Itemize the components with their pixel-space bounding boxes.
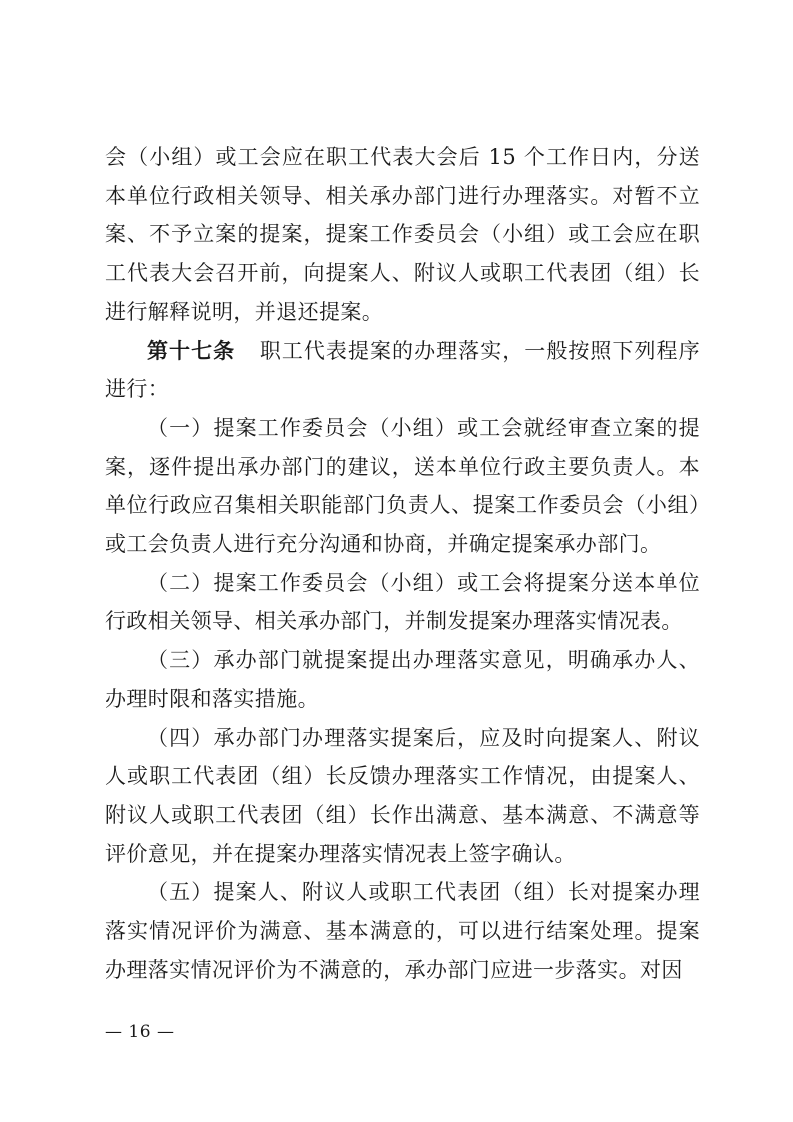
paragraph-continuation: 会（小组）或工会应在职工代表大会后 15 个工作日内，分送本单位行政相关领导、相关承办部门进行办理落实。对暂不立案、不予立案的提案，提案工作委员会（小组）或工会应在职工代表大会召开前，向提案人、附议人或职工代表团（组）长进行解释说明，并退还提案。 bbox=[105, 145, 700, 324]
page-body bbox=[105, 138, 700, 989]
article-17-paragraph bbox=[105, 332, 700, 409]
article-label: 第十七条 bbox=[147, 337, 236, 363]
article-17-text: 职工代表提案的办理落实，一般按照下列程序进行： bbox=[105, 338, 700, 402]
page-number: — 16 — bbox=[105, 1022, 175, 1042]
list-item-4: （四）承办部门办理落实提案后，应及时向提案人、附议人或职工代表团（组）长反馈办理落实工作情况，由提案人、附议人或职工代表团（组）长作出满意、基本满意、不满意等评价意见，并在提案办理落实情况表上签字确认。 bbox=[105, 725, 700, 866]
list-item-3: （三）承办部门就提案提出办理落实意见，明确承办人、办理时限和落实措施。 bbox=[105, 648, 700, 711]
list-item-1: （一）提案工作委员会（小组）或工会就经审查立案的提案，逐件提出承办部门的建议，送本单位行政主要负责人。本单位行政应召集相关职能部门负责人、提案工作委员会（小组）或工会负责人进行充分沟通和协商，并确定提案承办部门。 bbox=[105, 415, 700, 557]
list-item-2: （二）提案工作委员会（小组）或工会将提案分送本单位行政相关领导、相关承办部门，并制发提案办理落实情况表。 bbox=[105, 570, 700, 634]
list-item-5: （五）提案人、附议人或职工代表团（组）长对提案办理落实情况评价为满意、基本满意的，可以进行结案处理。提案办理落实情况评价为不满意的，承办部门应进一步落实。对因 bbox=[105, 880, 700, 982]
